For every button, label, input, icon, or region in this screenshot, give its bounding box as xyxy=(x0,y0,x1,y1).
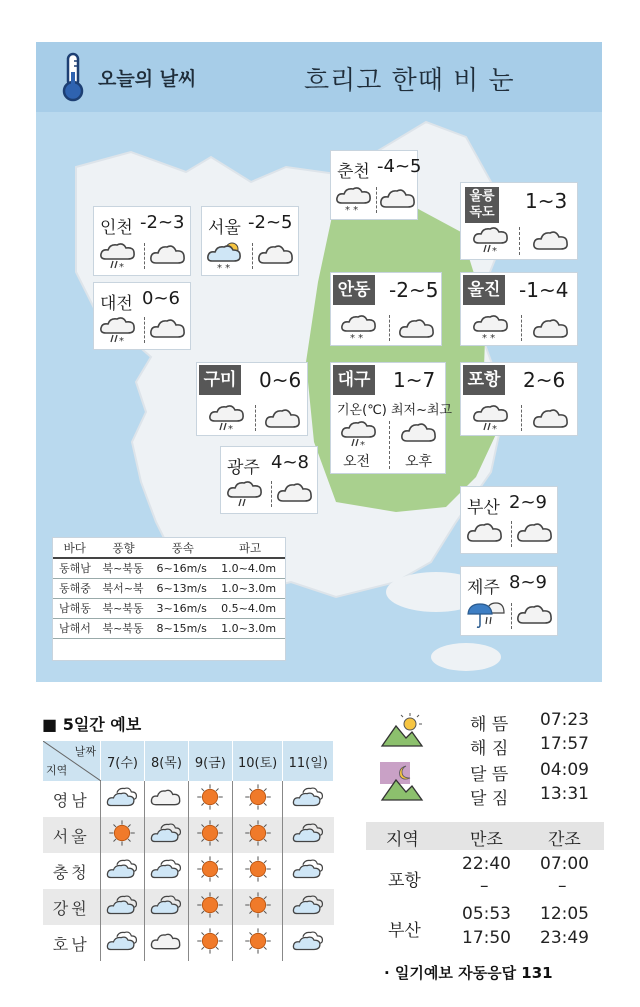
day-header: 8(목) xyxy=(144,741,188,781)
moonrise-icon xyxy=(380,762,424,802)
forecast-cell xyxy=(144,781,188,817)
cloud-icon xyxy=(465,517,505,547)
partly-cloudy-icon xyxy=(105,928,139,954)
sea-cell: 8~15m/s xyxy=(150,618,215,638)
partly-cloudy-icon xyxy=(149,820,183,846)
forecast-cell xyxy=(188,853,232,889)
forecast-cell xyxy=(144,925,188,961)
sun-icon xyxy=(193,892,227,918)
sea-cell: 북서~북 xyxy=(96,578,150,598)
cloud-rain-snow-icon xyxy=(339,419,379,449)
sea-header: 파고 xyxy=(215,538,285,558)
day-header: 11(일) xyxy=(283,741,334,781)
city-card-daegu xyxy=(330,362,453,474)
forecast-cell xyxy=(188,925,232,961)
tide-high: 05:53 xyxy=(462,904,511,924)
sunrise-time: 07:23 xyxy=(540,710,589,730)
forecast-cell xyxy=(188,889,232,925)
city-badge: 포항 xyxy=(463,365,505,395)
tide-header-region: 지역 xyxy=(386,830,419,850)
sun-icon xyxy=(241,892,275,918)
sun-icon xyxy=(105,820,139,846)
separator xyxy=(144,317,145,343)
cloud-icon xyxy=(515,599,555,629)
sea-cell: 0.5~4.0m xyxy=(215,598,285,618)
partly-cloudy-icon xyxy=(105,784,139,810)
forecast-cell xyxy=(188,817,232,853)
separator xyxy=(519,227,520,255)
forecast-grid xyxy=(42,741,334,961)
separator xyxy=(389,315,390,341)
umbrella-rain-icon xyxy=(465,599,505,629)
cloud-rain-snow-icon xyxy=(98,241,138,271)
city-card-chuncheon xyxy=(330,150,422,220)
cloud-rain-icon xyxy=(225,479,265,509)
partly-cloudy-icon xyxy=(105,856,139,882)
pm-label: 오후 xyxy=(405,454,433,470)
sunset-label: 해 짐 xyxy=(470,739,509,759)
city-temp: -2~5 xyxy=(248,212,293,233)
forecast-cell xyxy=(232,889,283,925)
cloud-snow-icon xyxy=(471,313,511,343)
sun-icon xyxy=(193,784,227,810)
forecast-region: 영남 xyxy=(52,790,90,810)
sea-cell: 북~북동 xyxy=(96,598,150,618)
forecast-cell xyxy=(101,853,145,889)
sun-icon xyxy=(241,928,275,954)
city-badge: 대구 xyxy=(333,365,375,395)
city-temp: -4~5 xyxy=(377,156,422,177)
sea-cell: 3~16m/s xyxy=(150,598,215,618)
city-badge: 울릉 독도 xyxy=(465,187,499,223)
sun-icon xyxy=(241,784,275,810)
city-name: 부산 xyxy=(467,498,500,518)
cloud-icon xyxy=(275,477,315,507)
city-name: 광주 xyxy=(227,458,260,478)
corner-bottom-label: 지역 xyxy=(46,764,68,777)
sea-cell: 1.0~4.0m xyxy=(215,558,285,578)
sun-icon xyxy=(193,820,227,846)
city-card-incheon xyxy=(93,206,191,276)
cloud-icon xyxy=(531,403,571,433)
day-header: 7(수) xyxy=(101,741,145,781)
tide-region: 포항 xyxy=(388,871,421,891)
cloud-rain-snow-icon xyxy=(98,315,138,345)
sea-header: 풍향 xyxy=(96,538,150,558)
separator xyxy=(271,481,272,507)
sea-cell: 1.0~3.0m xyxy=(215,618,285,638)
separator xyxy=(521,405,522,431)
city-card-busan xyxy=(460,486,558,554)
city-temp: 1~3 xyxy=(525,189,568,213)
forecast-cell xyxy=(283,889,334,925)
cloud-icon xyxy=(531,225,571,255)
city-card-daejeon xyxy=(93,282,191,350)
forecast-region: 충청 xyxy=(52,862,90,882)
page-title: 오늘의 날씨 xyxy=(98,68,197,90)
city-temp: 4~8 xyxy=(271,452,309,473)
corner-top-label: 날짜 xyxy=(74,745,96,758)
moonset-time: 13:31 xyxy=(540,784,589,804)
tide-low: 23:49 xyxy=(540,928,589,948)
tide-high: 22:40 xyxy=(462,854,511,874)
cloud-snow-icon xyxy=(339,313,379,343)
sun-icon xyxy=(241,820,275,846)
forecast-cell xyxy=(283,817,334,853)
forecast-row xyxy=(43,853,334,889)
partly-cloudy-icon xyxy=(291,892,325,918)
tide-high: 17:50 xyxy=(462,928,511,948)
city-card-gumi xyxy=(196,362,308,436)
city-temp: 0~6 xyxy=(142,288,180,309)
partly-cloudy-icon xyxy=(149,892,183,918)
day-header: 9(금) xyxy=(188,741,232,781)
forecast-cell xyxy=(283,925,334,961)
moonrise-label: 달 뜸 xyxy=(470,765,509,785)
am-label: 오전 xyxy=(343,454,371,470)
forecast-cell xyxy=(101,925,145,961)
city-temp: -1~4 xyxy=(519,278,569,302)
forecast-cell xyxy=(101,817,145,853)
city-card-seoul xyxy=(201,206,299,276)
partly-cloudy-icon xyxy=(291,820,325,846)
sun-icon xyxy=(193,856,227,882)
cloud-icon xyxy=(148,239,188,269)
cloud-icon xyxy=(149,784,183,810)
table-row xyxy=(53,618,285,638)
city-card-jeju xyxy=(460,566,558,636)
table-row xyxy=(53,598,285,618)
forecast-cell xyxy=(283,781,334,817)
city-card-pohang xyxy=(460,362,578,436)
auto-response-footer: · 일기예보 자동응답 131 xyxy=(384,964,553,982)
city-temp: 2~9 xyxy=(509,492,547,513)
forecast-region: 서울 xyxy=(43,817,101,853)
forecast-row xyxy=(43,817,334,853)
table-row xyxy=(53,578,285,598)
forecast-cell xyxy=(232,817,283,853)
forecast-cell xyxy=(101,889,145,925)
tide-high: – xyxy=(480,876,489,896)
sunrise-label: 해 뜸 xyxy=(470,715,509,735)
forecast-cell xyxy=(232,925,283,961)
cloud-icon xyxy=(531,313,571,343)
sea-cell: 동해중 xyxy=(53,578,96,598)
cloud-icon xyxy=(256,239,296,269)
corner-cell xyxy=(43,741,101,781)
forecast-row xyxy=(43,781,334,817)
sun-icon xyxy=(241,856,275,882)
city-temp: 0~6 xyxy=(259,368,302,392)
weather-summary: 흐리고 한때 비 눈 xyxy=(304,66,515,96)
tide-header-low: 간조 xyxy=(548,830,581,850)
cloud-rain-snow-icon xyxy=(471,225,511,255)
partly-cloudy-icon xyxy=(291,856,325,882)
city-card-andong xyxy=(330,272,442,346)
sea-cell: 북~북동 xyxy=(96,558,150,578)
tide-low: 07:00 xyxy=(540,854,589,874)
city-temp: 1~7 xyxy=(393,368,436,392)
separator xyxy=(511,521,512,547)
sea-header: 바다 xyxy=(53,538,96,558)
cloud-rain-snow-icon xyxy=(471,403,511,433)
city-temp: 8~9 xyxy=(509,572,547,593)
city-name: 인천 xyxy=(100,218,133,238)
partly-cloudy-icon xyxy=(291,928,325,954)
separator xyxy=(376,187,377,213)
sea-header: 풍속 xyxy=(150,538,215,558)
tide-low: 12:05 xyxy=(540,904,589,924)
city-badge: 울진 xyxy=(463,275,505,305)
sea-cell: 동해남 xyxy=(53,558,96,578)
sea-cell: 북~북동 xyxy=(96,618,150,638)
cloud-icon xyxy=(378,183,418,213)
thermometer-icon xyxy=(60,52,86,102)
separator xyxy=(389,421,390,469)
cloud-icon xyxy=(263,403,303,433)
sun-icon xyxy=(193,928,227,954)
city-name: 서울 xyxy=(208,218,241,238)
city-card-ulleung xyxy=(460,182,578,260)
forecast-row xyxy=(43,889,334,925)
city-temp: 2~6 xyxy=(523,368,566,392)
city-card-gwangju xyxy=(220,446,318,514)
forecast-cell xyxy=(232,781,283,817)
moonset-label: 달 짐 xyxy=(470,789,509,809)
city-card-uljin xyxy=(460,272,578,346)
separator xyxy=(511,603,512,629)
cloud-icon xyxy=(515,517,555,547)
cloud-snow-icon xyxy=(334,185,374,215)
forecast-region: 호남 xyxy=(52,934,90,954)
sea-cell: 6~13m/s xyxy=(150,578,215,598)
forecast-title: ■ 5일간 예보 xyxy=(42,715,142,734)
temp-legend: 기온(℃) 최저~최고 xyxy=(337,403,453,418)
table-row xyxy=(53,558,285,578)
separator xyxy=(252,243,253,269)
city-name: 대전 xyxy=(100,294,133,314)
sea-cell: 1.0~3.0m xyxy=(215,578,285,598)
forecast-cell xyxy=(144,817,188,853)
moonrise-time: 04:09 xyxy=(540,760,589,780)
sea-cell: 6~16m/s xyxy=(150,558,215,578)
partly-cloudy-icon xyxy=(291,784,325,810)
sunrise-icon xyxy=(380,712,424,748)
forecast-cell xyxy=(144,853,188,889)
sea-cell: 남해서 xyxy=(53,618,96,638)
sea-cell: 남해동 xyxy=(53,598,96,618)
forecast-region: 강원 xyxy=(43,889,101,925)
cloud-sun-snow-icon xyxy=(206,241,246,271)
city-badge: 구미 xyxy=(199,365,241,395)
city-name: 제주 xyxy=(467,578,500,598)
tide-header-high: 만조 xyxy=(470,830,503,850)
forecast-cell xyxy=(188,781,232,817)
city-badge: 안동 xyxy=(333,275,375,305)
city-temp: -2~5 xyxy=(389,278,439,302)
day-header: 10(토) xyxy=(232,741,283,781)
forecast-cell xyxy=(144,889,188,925)
partly-cloudy-icon xyxy=(149,856,183,882)
sea-conditions-table xyxy=(52,537,286,661)
forecast-row xyxy=(43,925,334,961)
tide-low: – xyxy=(558,876,567,896)
cloud-icon xyxy=(149,928,183,954)
forecast-cell xyxy=(232,853,283,889)
cloud-rain-snow-icon xyxy=(207,403,247,433)
cloud-icon xyxy=(148,313,188,343)
separator xyxy=(521,315,522,341)
cloud-icon xyxy=(399,417,439,447)
separator xyxy=(255,405,256,431)
partly-cloudy-icon xyxy=(105,892,139,918)
forecast-cell xyxy=(101,781,145,817)
panel-header xyxy=(36,42,602,112)
tide-region: 부산 xyxy=(388,921,421,941)
city-name: 춘천 xyxy=(337,162,370,182)
sunset-time: 17:57 xyxy=(540,734,589,754)
cloud-icon xyxy=(397,313,437,343)
city-temp: -2~3 xyxy=(140,212,185,233)
separator xyxy=(144,243,145,269)
forecast-cell xyxy=(283,853,334,889)
